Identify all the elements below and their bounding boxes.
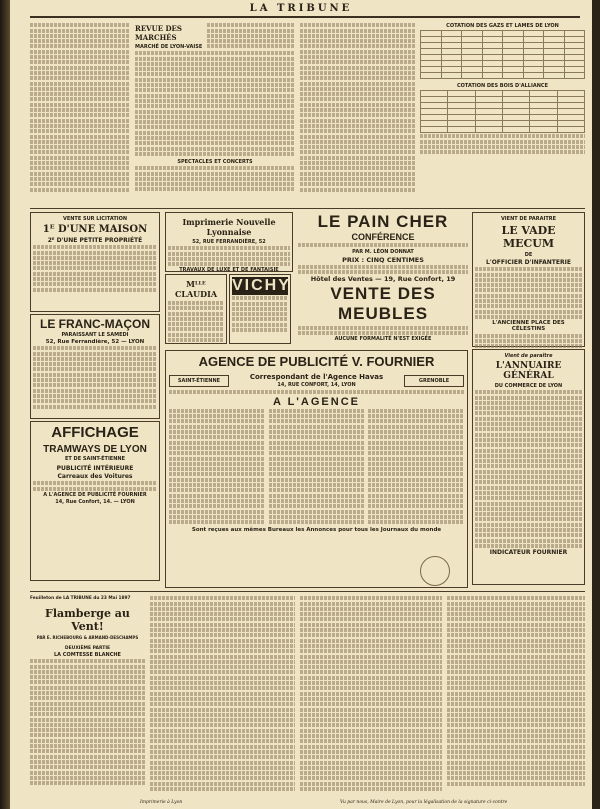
feuilleton-part: DEUXIÈME PARTIE bbox=[64, 646, 111, 651]
pain-par: PAR M. LÉON DONNAT bbox=[352, 248, 414, 255]
feuilleton-col-4 bbox=[447, 595, 585, 800]
saint-etienne-box bbox=[169, 375, 229, 387]
revue-subtitle: MARCHÉ DE LYON-VAISE bbox=[135, 44, 203, 50]
grenoble-label: GRENOBLE bbox=[418, 377, 450, 384]
vade-mecum-ad bbox=[472, 212, 585, 347]
masthead-title: LA TRIBUNE bbox=[249, 3, 353, 14]
agence-addr: 14, Rue Confort, 14. — LYON bbox=[55, 498, 135, 505]
spectacles-title: SPECTACLES ET CONCERTS bbox=[177, 158, 253, 165]
aucune-formalite: AUCUNE FORMALITÉ N'EST EXIGÉE bbox=[334, 336, 432, 343]
franc-title: LE FRANC-MAÇON bbox=[40, 317, 150, 331]
imprimerie-addr: 52, RUE FERRANDIÈRE, 52 bbox=[192, 239, 266, 245]
left-ads-column bbox=[30, 212, 160, 587]
bois-table bbox=[420, 90, 585, 133]
fournier-addr: 14, RUE CONFORT, 14, LYON bbox=[277, 382, 356, 388]
claudia-ad bbox=[165, 274, 227, 344]
carreaux-title: Carreaux des Voitures bbox=[57, 473, 133, 480]
petite-title: 2ᴱ D'UNE PETITE PROPRIÉTÉ bbox=[47, 237, 143, 244]
franc-addr: 52, Rue Ferrandière, 52 — LYON bbox=[45, 339, 145, 345]
section-rule bbox=[30, 208, 585, 209]
feuilleton-header: Feuilleton de LA TRIBUNE du 23 Mai 1897 bbox=[30, 596, 131, 601]
fournier-title: AGENCE DE PUBLICITÉ V. FOURNIER bbox=[198, 354, 435, 369]
franc-sub: PARAISSANT LE SAMEDI bbox=[61, 332, 129, 338]
vichy-ad bbox=[229, 274, 291, 344]
grenoble-box bbox=[404, 375, 464, 387]
revue-marches-section bbox=[135, 22, 295, 207]
pub-title: PUBLICITÉ INTÉRIEURE bbox=[56, 465, 134, 472]
agence-line: A L'AGENCE DE PUBLICITÉ FOURNIER bbox=[43, 491, 147, 498]
vente-meubles: VENTE DES MEUBLES bbox=[330, 284, 436, 324]
newspaper-page bbox=[10, 0, 592, 809]
pain-cher-ad bbox=[298, 212, 468, 347]
claudia-title: Mᴸᴸᴱ CLAUDIA bbox=[174, 279, 218, 299]
annuaire-title: L'ANNUAIRE GÉNÉRAL bbox=[495, 361, 562, 381]
fournier-bottom: Sont reçues aux mêmes Bureaux les Annonces pour tous les Journaux du monde bbox=[191, 527, 442, 534]
tram-sub: ET DE SAINT-ÉTIENNE bbox=[64, 456, 126, 462]
vade-de: DE bbox=[524, 252, 533, 258]
ancienne-place: L'ANCIENNE PLACE DES CÉLESTINS bbox=[492, 320, 565, 333]
cotation-title: COTATION DES GAZS ET LAMES DE LYON bbox=[446, 23, 559, 29]
footer-left: Imprimerie à Lyon bbox=[140, 800, 183, 805]
cotation-table bbox=[420, 30, 585, 79]
annuaire-vient: Vient de paraître bbox=[504, 353, 553, 359]
feuilleton-column bbox=[30, 595, 145, 800]
revue-title: REVUE DES MARCHÉS bbox=[135, 24, 182, 42]
fournier-agency-ad bbox=[165, 350, 468, 588]
franc-macon-ad bbox=[30, 314, 160, 419]
feuilleton-title: Flamberge au Vent! bbox=[45, 607, 130, 633]
annuaire-sub: DU COMMERCE DE LYON bbox=[494, 383, 563, 389]
vente-licitation-ad bbox=[30, 212, 160, 312]
vente-title: VENTE SUR LICITATION bbox=[62, 216, 128, 222]
official-stamp bbox=[420, 556, 450, 586]
vade-officier: L'OFFICIER D'INFANTERIE bbox=[486, 259, 571, 266]
footer-right: Vu par nous, Maire de Lyon, pour la légalisation de la signature ci-contre bbox=[340, 800, 508, 805]
feuilleton-col-3 bbox=[300, 595, 442, 800]
vichy-logo: VICHY bbox=[232, 277, 291, 294]
masthead-rule bbox=[30, 16, 580, 18]
feuilleton-author: PAR E. RICHEBOURG & ARMAND-DESCHAMPS bbox=[36, 635, 139, 640]
imprimerie-title: Imprimerie Nouvelle Lyonnaise bbox=[182, 217, 276, 237]
affichage-title: AFFICHAGE bbox=[51, 424, 139, 441]
feuilleton-chapter: LA COMTESSE BLANCHE bbox=[54, 652, 121, 658]
imprimerie-travaux: TRAVAUX DE LUXE ET DE FANTAISIE bbox=[179, 267, 279, 274]
affichage-ad bbox=[30, 421, 160, 581]
vade-vient: VIENT DE PARAITRE bbox=[500, 216, 557, 222]
maison-title: 1ᴱ D'UNE MAISON bbox=[42, 224, 148, 235]
saint-etienne-label: SAINT-ÉTIENNE bbox=[177, 377, 221, 384]
pain-prix: PRIX : CINQ CENTIMES bbox=[342, 255, 424, 264]
page-binding-gutter bbox=[0, 0, 10, 809]
pain-conf: CONFÉRENCE bbox=[351, 232, 415, 242]
bois-title: COTATION DES BOIS D'ALLIANCE bbox=[457, 83, 548, 89]
fournier-corr: Correspondant de l'Agence Havas bbox=[249, 373, 384, 381]
pain-title: LE PAIN CHER bbox=[317, 212, 449, 231]
imprimerie-ad bbox=[165, 212, 293, 272]
a-l-agence: A L'AGENCE bbox=[273, 395, 360, 408]
tramways-title: TRAMWAYS DE LYON bbox=[43, 444, 147, 455]
imprimerie-column bbox=[165, 212, 293, 347]
middle-upper-text bbox=[300, 22, 415, 207]
hotel-ventes: Hôtel des Ventes — 19, Rue Confort, 19 bbox=[310, 275, 456, 284]
right-ads-column bbox=[472, 212, 585, 587]
cotations-section bbox=[420, 22, 585, 207]
feuilleton-rule bbox=[30, 591, 585, 592]
vade-title: LE VADE MECUM bbox=[501, 224, 556, 250]
feuilleton-col-2 bbox=[150, 595, 295, 800]
annuaire-ad bbox=[472, 349, 585, 585]
indicateur-title: INDICATEUR FOURNIER bbox=[489, 549, 568, 557]
top-left-text bbox=[30, 22, 130, 207]
